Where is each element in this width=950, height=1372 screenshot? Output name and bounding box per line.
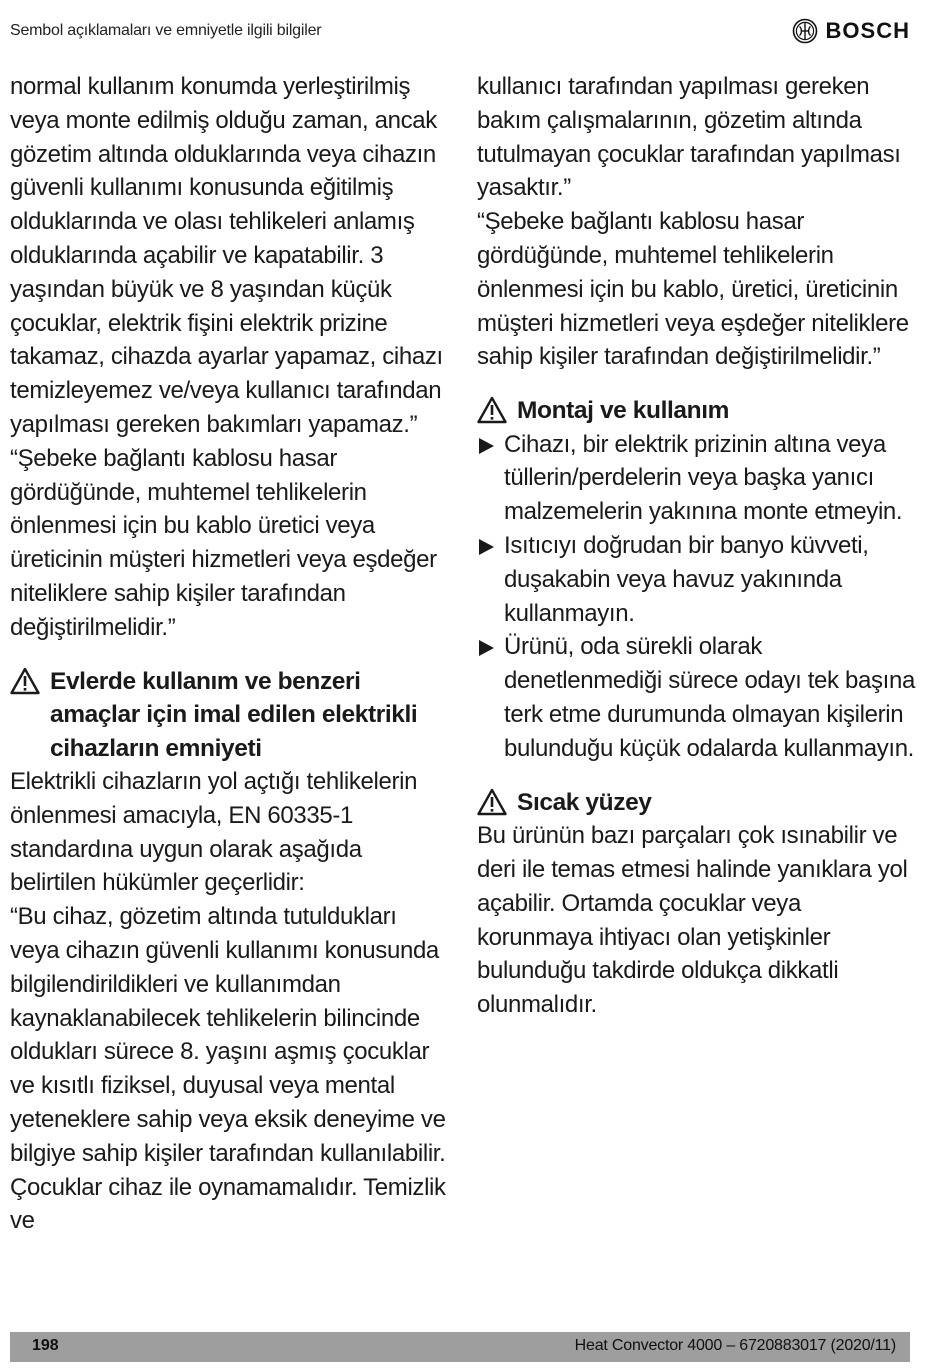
section-heading-installation: [477, 394, 917, 428]
list-item: Ürünü, oda sürekli olarak denetlenmediği sürece odayı tek başına terk etme durumunda olmayan kişilerin bulunduğu küçük odalarda kullanmayın.: [477, 630, 917, 765]
section-title: Sıcak yüzey: [517, 788, 652, 816]
section-title: Montaj ve kullanım: [517, 397, 729, 425]
right-paragraph-1: kullanıcı tarafından yapılması gereken bakım çalışmalarının, gözetim altında tutulmayan çocuklar tarafından yapılması yasaktır.”: [477, 73, 901, 202]
right-paragraph-2: “Şebeke bağlantı kablosu hasar gördüğünde, muhtemel tehlikelerin önlenmesi için bu kablo, üretici, üreticinin müşteri hizmetleri veya eşdeğer niteliklere sahip kişiler tarafından değiştirilmelidir.”: [477, 208, 909, 371]
page-header: [10, 18, 910, 48]
warning-triangle-icon: [10, 667, 40, 695]
left-paragraph-2: “Şebeke bağlantı kablosu hasar gördüğünde, muhtemel tehlikelerin önlenmesi için bu kablo üretici veya üreticinin müşteri hizmetleri veya eşdeğer niteliklere sahip kişiler tarafından değiştirilmelidir.”: [10, 444, 437, 641]
brand-name: BOSCH: [825, 18, 910, 43]
section-heading-safety: [10, 665, 450, 766]
list-item: Cihazı, bir elektrik prizinin altına veya tüllerin/perdelerin veya başka yanıcı malzemelerin yakınına monte etmeyin.: [477, 428, 917, 529]
left-paragraph-3: Elektrikli cihazların yol açtığı tehlikelerin önlenmesi amacıyla, EN 60335-1 standardına uygun olarak aşağıda belirtilen hükümler geçerlidir:: [10, 768, 418, 897]
left-paragraph-4: “Bu cihaz, gözetim altında tutuldukları veya cihazın güvenli kullanımı konusunda bilgilendirildikleri ve kullanımdan kaynaklanabilecek tehlikelerin bilincinde oldukları sürece 8. yaşını aşmış çocuklar ve kısıtlı fiziksel, duyusal veya mental yeteneklere sahip veya eksik deneyime ve bilgiye sahip kişiler tarafından kullanılabilir. Çocuklar cihaz ile oynamamalıdır. Temizlik ve: [10, 903, 446, 1235]
left-paragraph-1: normal kullanım konumda yerleştirilmiş veya monte edilmiş olduğu zaman, ancak gözetim altında olduklarında veya cihazın güvenli kullanımı konusunda eğitilmiş olduklarında ve olası tehlikeleri anlamış olduklarında açabilir ve kapatabilir. 3 yaşından büyük ve 8 yaşından küçük çocuklar, elektrik fişini elektrik prizine takamaz, cihazda ayarlar yapamaz, cihazı temizleyemez ve/veya kullanıcı tarafından yapılması gereken bakımları yapamaz.”: [10, 73, 443, 438]
document-info: Heat Convector 4000 – 6720883017 (2020/11): [574, 1337, 896, 1354]
brand: [792, 18, 910, 44]
right-column: [477, 70, 917, 1022]
page-footer: [10, 1332, 910, 1362]
list-item: Isıtıcıyı doğrudan bir banyo küvveti, duşakabin veya havuz yakınında kullanmayın.: [477, 529, 917, 630]
bosch-armature-logo-icon: [792, 18, 818, 44]
page-number: 198: [32, 1337, 59, 1354]
header-title: Sembol açıklamaları ve emniyetle ilgili bilgiler: [10, 22, 322, 39]
section-title: Evlerde kullanım ve benzeri amaçlar için imal edilen elektrikli cihazların emniyeti: [50, 667, 418, 762]
bullet-list: [477, 428, 917, 766]
warning-triangle-icon: [477, 396, 507, 424]
warning-triangle-icon: [477, 788, 507, 816]
section-heading-hot-surface: [477, 786, 917, 820]
left-column: [10, 70, 450, 1238]
right-paragraph-3: Bu ürünün bazı parçaları çok ısınabilir ve deri ile temas etmesi halinde yanıklara yol açabilir. Ortamda çocuklar veya korunmaya ihtiyacı olan yetişkinler bulunduğu takdirde oldukça dikkatli olunmalıdır.: [477, 822, 908, 1019]
